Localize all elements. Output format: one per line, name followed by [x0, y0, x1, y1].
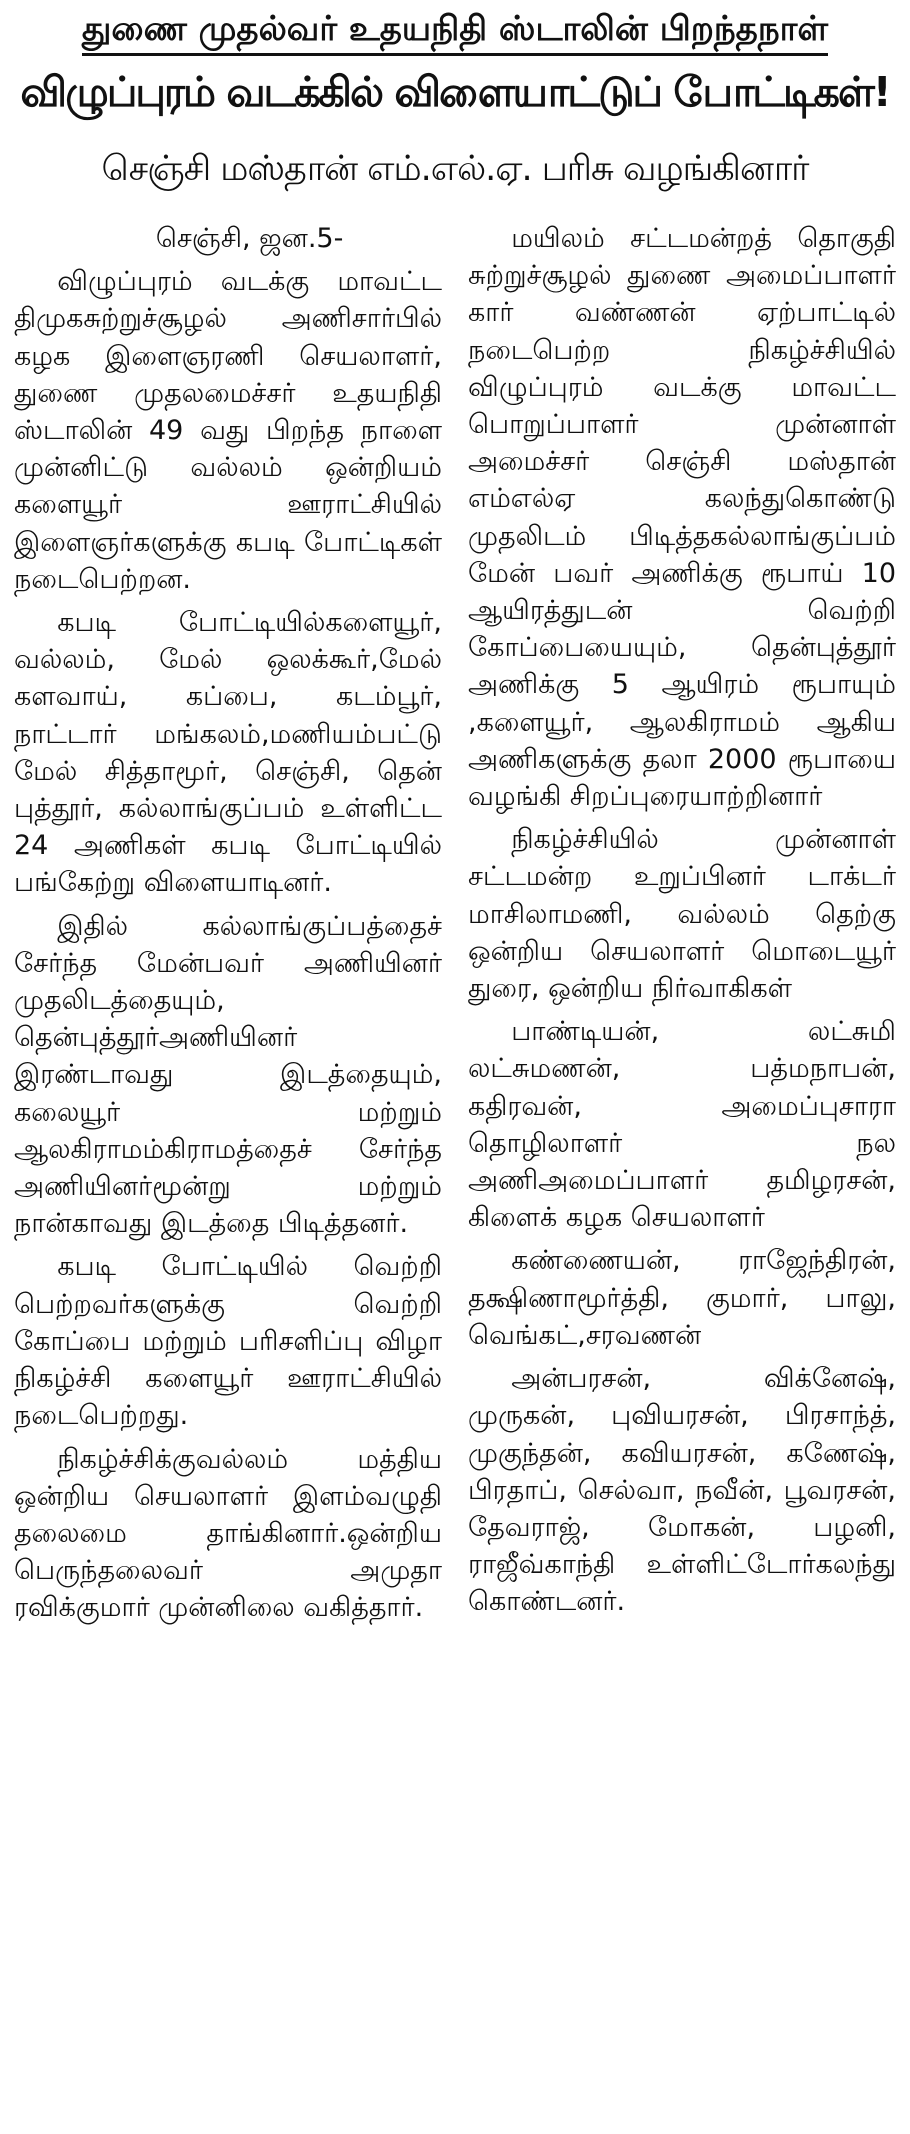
- dateline: செஞ்சி, ஜன.5-: [155, 223, 344, 254]
- paragraph: கண்ணையன், ராஜேந்திரன், தக்ஷிணாமூர்த்தி, குமார், பாலு, வெங்கட்,சரவணன்: [468, 1245, 896, 1351]
- paragraph: கபடி போட்டியில்களையூர், வல்லம், மேல் ஒலக்கூர்,மேல் களவாய், கப்பை, கடம்பூர், நாட்டார் மங்கலம்,மணியம்பட்டு மேல் சித்தாமூர், செஞ்சி, தென் புத்தூர், கல்லாங்குப்பம் உள்ளிட்ட 24 அணிகள் கபடி போட்டியில் பங்கேற்று விளையாடினர்.: [14, 607, 442, 899]
- paragraph: நிகழ்ச்சிக்குவல்லம் மத்திய ஒன்றிய செயலாளர் இளம்வழுதி தலைமை தாங்கினார்.ஒன்றிய பெருந்தலைவர் அமுதா ரவிக்குமார் முன்னிலை வகித்தார்.: [14, 1443, 442, 1624]
- paragraph: விழுப்புரம் வடக்கு மாவட்ட திமுகசுற்றுச்சூழல் அணிசார்பில் கழக இளைஞரணி செயலாளர், துணை முதலமைச்சர் உதயநிதி ஸ்டாலின் 49 வது பிறந்த நாளை முன்னிட்டு வல்லம் ஒன்றியம் களையூர் ஊராட்சியில் இளைஞர்களுக்கு கபடி போட்டிகள் நடைபெற்றன.: [14, 266, 442, 595]
- right-column: [468, 220, 896, 2120]
- article-body: [14, 220, 896, 2120]
- subheadline: செஞ்சி மஸ்தான் எம்.எல்.ஏ. பரிசு வழங்கினார்: [101, 149, 809, 189]
- paragraph: பாண்டியன், லட்சுமி லட்சுமணன், பத்மநாபன், கதிரவன், அமைப்புசாரா தொழிலாளர் நல அணிஅமைப்பாளர் தமிழரசன், கிளைக் கழக செயலாளர்: [468, 1016, 896, 1234]
- paragraph: மயிலம் சட்டமன்றத் தொகுதி சுற்றுச்சூழல் துணை அமைப்பாளர் கார் வண்ணன் ஏற்பாட்டில் நடைபெற்ற நிகழ்ச்சியில் விழுப்புரம் வடக்கு மாவட்ட பொறுப்பாளர் முன்னாள் அமைச்சர் செஞ்சி மஸ்தான் எம்எல்ஏ கலந்துகொண்டு முதலிடம் பிடித்தகல்லாங்குப்பம் மேன் பவர் அணிக்கு ரூபாய் 10 ஆயிரத்துடன் வெற்றி கோப்பையையும், தென்புத்தூர் அணிக்கு 5 ஆயிரம் ரூபாயும் ,களையூர், ஆலகிராமம் ஆகிய அணிகளுக்கு தலா 2000 ரூபாயை வழங்கி சிறப்புரையாற்றினார்: [468, 223, 896, 813]
- paragraph: இதில் கல்லாங்குப்பத்தைச் சேர்ந்த மேன்பவர் அணியினர் முதலிடத்தையும், தென்புத்தூர்அணியினர் இரண்டாவது இடத்தையும், கலையூர் மற்றும் ஆலகிராமம்கிராமத்தைச் சேர்ந்த அணியினர்மூன்று மற்றும் நான்காவது இடத்தை பிடித்தனர்.: [14, 910, 442, 1240]
- left-column: [14, 220, 442, 2120]
- paragraph: நிகழ்ச்சியில் முன்னாள் சட்டமன்ற உறுப்பினர் டாக்டர் மாசிலாமணி, வல்லம் தெற்கு ஒன்றிய செயலாளர் மொடையூர் துரை, ஒன்றிய நிர்வாகிகள்: [468, 824, 896, 1005]
- headline: விழுப்புரம் வடக்கில் விளையாட்டுப் போட்டிகள்!: [20, 68, 890, 116]
- kicker-line: [14, 0, 896, 62]
- paragraph: அன்பரசன், விக்னேஷ், முருகன், புவியரசன், பிரசாந்த், முகுந்தன், கவியரசன், கணேஷ், பிரதாப், செல்வா, நவீன், பூவரசன், தேவராஜ், மோகன், பழனி, ராஜீவ்காந்தி உள்ளிட்டோர்கலந்து கொண்டனர்.: [468, 1363, 896, 1618]
- kicker-text: துணை முதல்வர் உதயநிதி ஸ்டாலின் பிறந்தநாள்: [82, 9, 828, 56]
- paragraph: கபடி போட்டியில் வெற்றி பெற்றவர்களுக்கு வெற்றி கோப்பை மற்றும் பரிசளிப்பு விழா நிகழ்ச்சி களையூர் ஊராட்சியில் நடைபெற்றது.: [14, 1251, 442, 1432]
